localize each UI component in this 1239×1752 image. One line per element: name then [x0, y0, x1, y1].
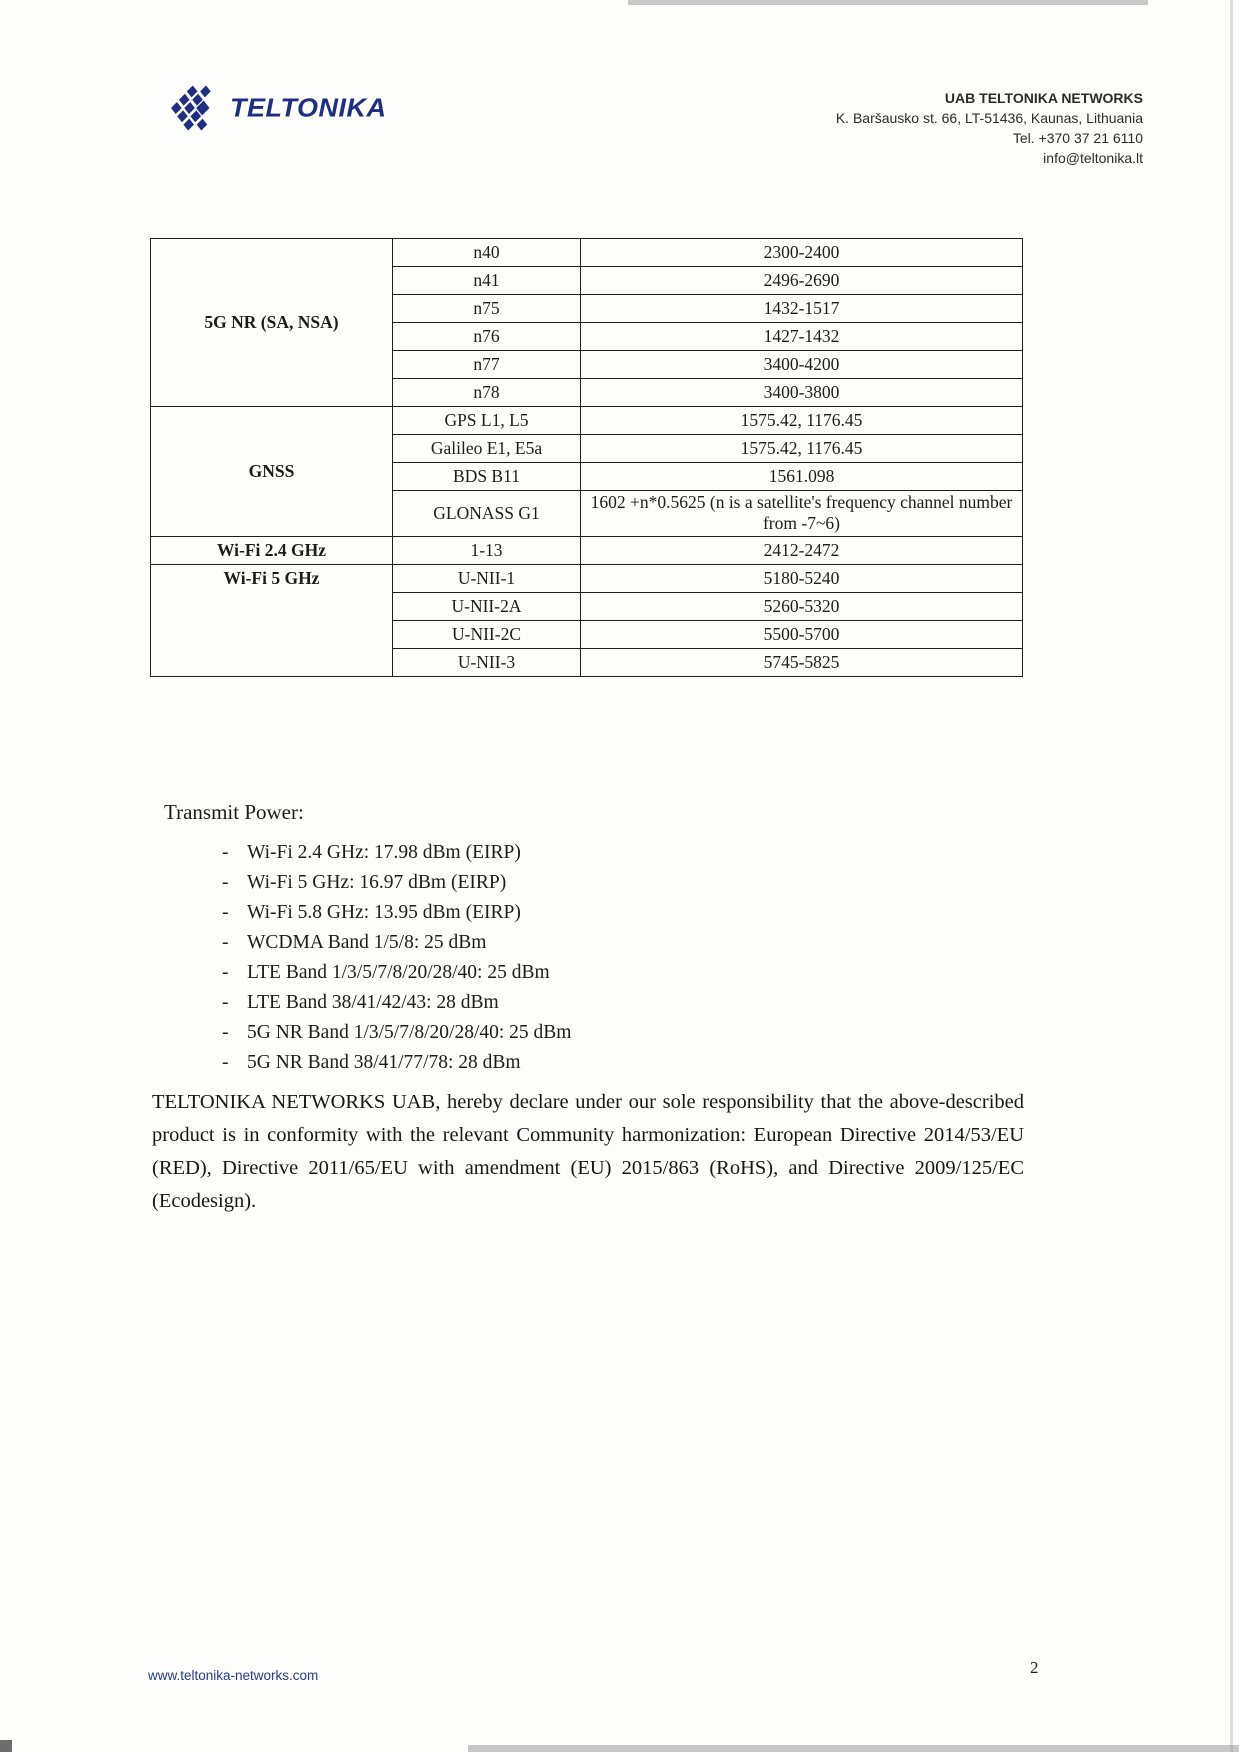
band-cell: U-NII-2A — [393, 592, 581, 620]
band-cell: BDS B11 — [393, 463, 581, 491]
frequency-cell: 1432-1517 — [581, 295, 1023, 323]
transmit-power-item — [164, 898, 1044, 928]
band-cell: n41 — [393, 267, 581, 295]
band-table-body — [151, 239, 1023, 677]
frequency-cell: 2412-2472 — [581, 536, 1023, 564]
company-email: info@teltonika.lt — [1043, 150, 1143, 166]
company-address: K. Baršausko st. 66, LT-51436, Kaunas, Lithuania — [835, 110, 1143, 126]
transmit-power-item-text: 5G NR Band 1/3/5/7/8/20/28/40: 25 dBm — [247, 1022, 572, 1043]
frequency-cell: 2300-2400 — [581, 239, 1023, 267]
frequency-cell: 5745-5825 — [581, 648, 1023, 676]
band-cell: n78 — [393, 379, 581, 407]
table-row — [151, 407, 1023, 435]
band-cell: U-NII-1 — [393, 564, 581, 592]
frequency-cell: 3400-4200 — [581, 351, 1023, 379]
frequency-cell: 5180-5240 — [581, 564, 1023, 592]
list-dash: - — [222, 872, 229, 893]
frequency-cell: 1602 +n*0.5625 (n is a satellite's frequency channel number from -7~6) — [581, 491, 1023, 537]
company-info-block — [836, 88, 1143, 168]
band-table — [150, 238, 1023, 677]
frequency-cell: 1561.098 — [581, 463, 1023, 491]
list-dash: - — [222, 902, 229, 923]
band-cell: U-NII-3 — [393, 648, 581, 676]
band-cell: GLONASS G1 — [393, 491, 581, 537]
declaration-paragraph: TELTONIKA NETWORKS UAB, hereby declare under our sole responsibility that the above-described product is in conformity with the relevant Community harmonization: European Directive 2014/53/EU (RED), Directive 2011/65/EU with amendment (EU) 2015/863 (RoHS), and Directive 2009/125/EC (Ecodesign). — [152, 1091, 1024, 1212]
frequency-cell: 3400-3800 — [581, 379, 1023, 407]
transmit-power-item — [164, 988, 1044, 1018]
list-dash: - — [222, 1052, 229, 1073]
page-number: 2 — [1030, 1658, 1039, 1677]
transmit-power-item-text: Wi-Fi 5 GHz: 16.97 dBm (EIRP) — [247, 872, 507, 893]
band-cell: n77 — [393, 351, 581, 379]
scan-edge-bottom — [468, 1745, 1239, 1752]
list-dash: - — [222, 992, 229, 1013]
transmit-power-item — [164, 1018, 1044, 1048]
band-cell: n40 — [393, 239, 581, 267]
band-cell: U-NII-2C — [393, 620, 581, 648]
teltonika-logo — [168, 82, 387, 134]
transmit-power-item-text: LTE Band 38/41/42/43: 28 dBm — [247, 992, 499, 1013]
company-name: UAB TELTONIKA NETWORKS — [944, 90, 1143, 106]
category-cell: Wi-Fi 2.4 GHz — [151, 536, 393, 564]
scan-edge-top — [628, 0, 1148, 5]
transmit-power-item — [164, 868, 1044, 898]
frequency-cell: 2496-2690 — [581, 267, 1023, 295]
category-cell: 5G NR (SA, NSA) — [151, 239, 393, 407]
transmit-power-item — [164, 928, 1044, 958]
category-cell: Wi-Fi 5 GHz — [151, 564, 393, 676]
transmit-power-item — [164, 1048, 1044, 1078]
transmit-power-item-text: Wi-Fi 2.4 GHz: 17.98 dBm (EIRP) — [247, 842, 521, 863]
table-row — [151, 536, 1023, 564]
teltonika-chevrons-icon — [168, 82, 226, 134]
band-cell: n76 — [393, 323, 581, 351]
transmit-power-item — [164, 838, 1044, 868]
frequency-cell: 5500-5700 — [581, 620, 1023, 648]
table-row — [151, 564, 1023, 592]
list-dash: - — [222, 842, 229, 863]
transmit-power-item-text: Wi-Fi 5.8 GHz: 13.95 dBm (EIRP) — [247, 902, 521, 923]
logo-wordmark: TELTONIKA — [230, 93, 387, 122]
frequency-cell: 5260-5320 — [581, 592, 1023, 620]
transmit-power-item-text: 5G NR Band 38/41/77/78: 28 dBm — [247, 1052, 521, 1073]
scan-edge-corner — [0, 1740, 12, 1752]
footer-website: www.teltonika-networks.com — [148, 1668, 319, 1683]
table-row — [151, 239, 1023, 267]
company-phone: Tel. +370 37 21 6110 — [1012, 130, 1143, 146]
transmit-power-item-text: LTE Band 1/3/5/7/8/20/28/40: 25 dBm — [247, 962, 550, 983]
list-dash: - — [222, 932, 229, 953]
band-cell: n75 — [393, 295, 581, 323]
category-cell: GNSS — [151, 407, 393, 537]
band-cell: Galileo E1, E5a — [393, 435, 581, 463]
transmit-power-item — [164, 958, 1044, 988]
frequency-cell: 1427-1432 — [581, 323, 1023, 351]
transmit-power-title: Transmit Power: — [164, 800, 304, 824]
list-dash: - — [222, 962, 229, 983]
transmit-power-item-text: WCDMA Band 1/5/8: 25 dBm — [247, 932, 487, 953]
list-dash: - — [222, 1022, 229, 1043]
frequency-cell: 1575.42, 1176.45 — [581, 435, 1023, 463]
transmit-power-list — [164, 838, 1044, 1078]
transmit-power-section — [164, 800, 1044, 1078]
band-cell: 1-13 — [393, 536, 581, 564]
band-cell: GPS L1, L5 — [393, 407, 581, 435]
frequency-cell: 1575.42, 1176.45 — [581, 407, 1023, 435]
scan-edge-right — [1230, 0, 1233, 1752]
